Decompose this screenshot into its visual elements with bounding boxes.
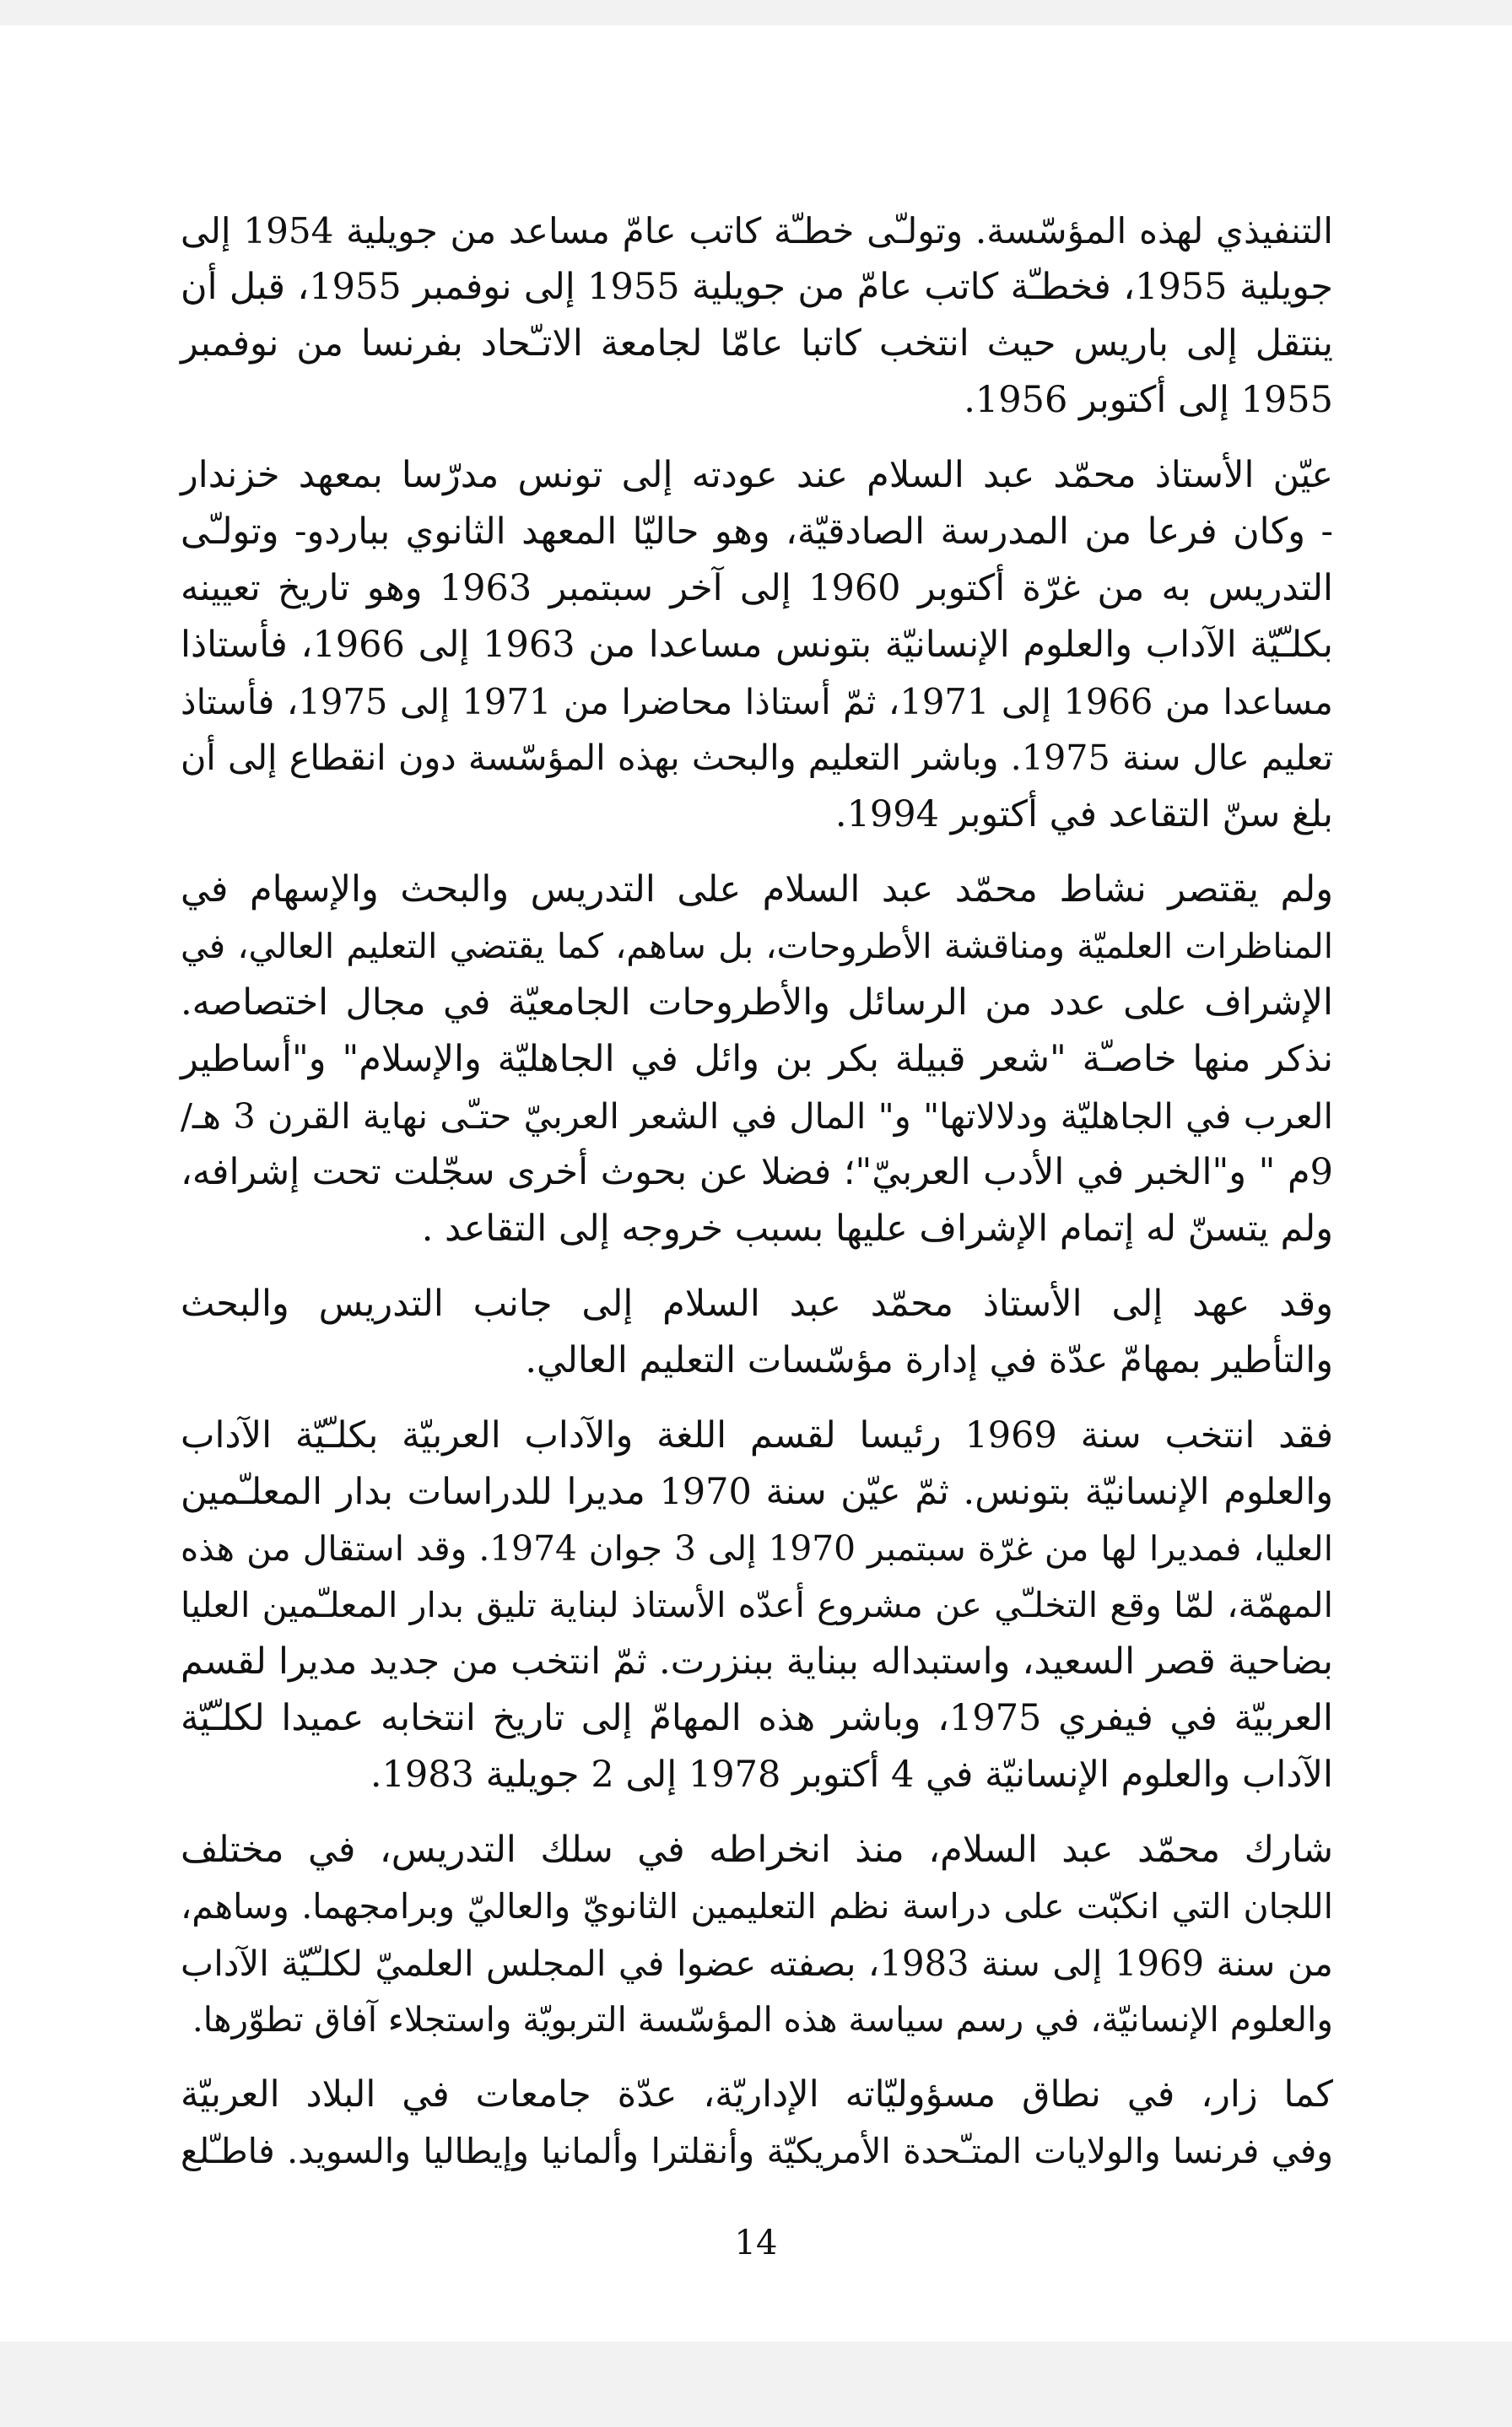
text-line: العربيّة في فيفري 1975، وباشر هذه المهامّ إلى تاريخ انتخابه عميدا لكلـّيّة: [181, 1697, 1333, 1739]
text-line: - وكان فرعا من المدرسة الصادقيّة، وهو حاليّا المعهد الثانوي بباردو- وتولـّى: [181, 511, 1333, 553]
text-line: 9م " و"الخبر في الأدب العربيّ"؛ فضلا عن بحوث أخرى سجّلت تحت إشرافه،: [181, 1151, 1333, 1193]
text-line: شارك محمّد عبد السلام، منذ انخراطه في سلك التدريس، في مختلف: [181, 1829, 1333, 1871]
body-text: [181, 203, 1333, 2198]
text-line: نذكر منها خاصـّة "شعر قبيلة بكر بن وائل في الجاهليّة والإسلام" و"أساطير: [181, 1038, 1333, 1080]
text-line: مساعدا من 1966 إلى 1971، ثمّ أستاذا محاضرا من 1971 إلى 1975، فأستاذ: [181, 681, 1333, 722]
paragraph: [181, 1408, 1333, 1803]
text-line: والعلوم الإنسانيّة بتونس. ثمّ عيّن سنة 1970 مديرا للدراسات بدار المعلـّمين: [181, 1471, 1333, 1513]
text-line: وقد عهد إلى الأستاذ محمّد عبد السلام إلى جانب التدريس والبحث: [181, 1283, 1333, 1325]
text-line: بضاحية قصر السعيد، واستبداله ببناية ببنزرت. ثمّ انتخب من جديد مديرا لقسم: [181, 1641, 1333, 1683]
page-number: 14: [734, 2224, 778, 2262]
text-line: والتأطير بمهامّ عدّة في إدارة مؤسّسات التعليم العالي.: [525, 1339, 1333, 1381]
paragraph: [181, 447, 1333, 843]
paragraph: [181, 1276, 1333, 1389]
text-line: ينتقل إلى باريس حيث انتخب كاتبا عامّا لجامعة الاتـّحاد بفرنسا من نوفمبر: [181, 322, 1333, 365]
text-line: العليا، فمديرا لها من غرّة سبتمبر 1970 إلى 3 جوان 1974. وقد استقال من هذه: [181, 1528, 1333, 1569]
text-line: فقد انتخب سنة 1969 رئيسا لقسم اللغة والآداب العربيّة بكلـّيّة الآداب: [181, 1414, 1333, 1457]
text-line: عيّن الأستاذ محمّد عبد السلام عند عودته إلى تونس مدرّسا بمعهد خزندار: [181, 454, 1333, 496]
text-line: التدريس به من غرّة أكتوبر 1960 إلى آخر سبتمبر 1963 وهو تاريخ تعيينه: [181, 567, 1333, 609]
text-line: اللجان التي انكبّت على دراسة نظم التعليمين الثانويّ والعاليّ وبرامجهما. وساهم،: [181, 1886, 1333, 1927]
text-line: الإشراف على عدد من الرسائل والأطروحات الجامعيّة في مجال اختصاصه.: [181, 981, 1333, 1024]
paragraph: [181, 862, 1333, 1257]
text-line: من سنة 1969 إلى سنة 1983، بصفته عضوا في المجلس العلميّ لكلـّيّة الآداب: [181, 1943, 1333, 1984]
text-line: المناظرات العلميّة ومناقشة الأطروحات، بل ساهم، كما يقتضي التعليم العالي، في: [181, 926, 1333, 966]
text-line: التنفيذي لهذه المؤسّسة. وتولـّى خطـّة كاتب عامّ مساعد من جويلية 1954 إلى: [181, 210, 1333, 251]
text-line: ولم يقتصر نشاط محمّد عبد السلام على التدريس والبحث والإسهام في: [181, 868, 1333, 911]
text-line: بكلـّيّة الآداب والعلوم الإنسانيّة بتونس مساعدا من 1963 إلى 1966، فأستاذا: [181, 624, 1333, 666]
text-line: 1955 إلى أكتوبر 1956.: [964, 379, 1333, 421]
text-line: وفي فرنسا والولايات المتـّحدة الأمريكيّة وأنقلترا وألمانيا وإيطاليا والسويد. فاطـّلع: [181, 2131, 1333, 2171]
text-line: المهمّة، لمّا وقع التخلـّي عن مشروع أعدّه الأستاذ لبناية تليق بدار المعلـّمين العليا: [181, 1585, 1333, 1625]
text-line: كما زار، في نطاق مسؤوليّاته الإداريّة، عدّة جامعات في البلاد العربيّة: [181, 2073, 1333, 2116]
text-line: العرب في الجاهليّة ودلالاتها" و" المال في الشعر العربيّ حتـّى نهاية القرن 3 هـ/: [181, 1095, 1333, 1137]
text-line: جويلية 1955، فخطـّة كاتب عامّ من جويلية 1955 إلى نوفمبر 1955، قبل أن: [181, 266, 1333, 308]
text-line: تعليم عال سنة 1975. وباشر التعليم والبحث بهذه المؤسّسة دون انقطاع إلى أن: [181, 738, 1333, 778]
paragraph: [181, 2067, 1333, 2180]
text-line: بلغ سنّ التقاعد في أكتوبر 1994.: [834, 793, 1333, 835]
text-line: والعلوم الإنسانيّة، في رسم سياسة هذه المؤسّسة التربويّة واستجلاء آفاق تطوّرها.: [192, 1999, 1333, 2040]
text-line: ولم يتسنّ له إتمام الإشراف عليها بسبب خروجه إلى التقاعد .: [421, 1208, 1333, 1250]
text-line: الآداب والعلوم الإنسانيّة في 4 أكتوبر 1978 إلى 2 جويلية 1983.: [370, 1754, 1333, 1796]
document-page: [0, 25, 1512, 2342]
paragraph: [181, 1822, 1333, 2048]
paragraph: [181, 203, 1333, 429]
